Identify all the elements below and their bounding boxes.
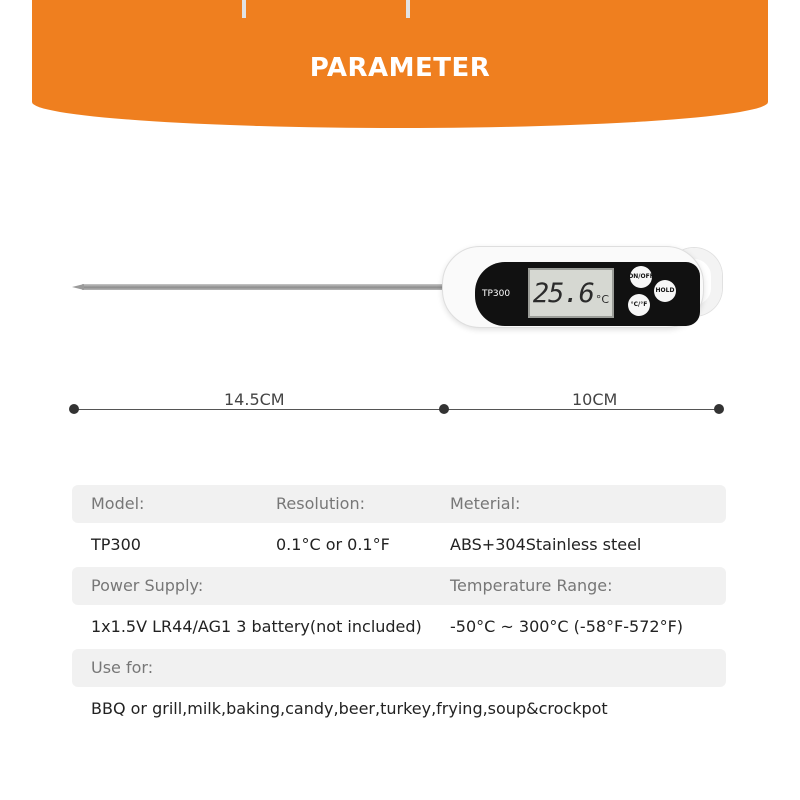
model-mark: TP300 — [482, 289, 511, 299]
model-value: TP300 — [91, 535, 141, 554]
use-for-value: BBQ or grill,milk,baking,candy,beer,turkey,frying,soup&crockpot — [91, 699, 608, 718]
stand-rod-left — [242, 0, 246, 18]
probe-tip — [72, 284, 84, 290]
material-value: ABS+304Stainless steel — [450, 535, 642, 554]
material-label: Meterial: — [450, 494, 521, 513]
header-banner — [32, 0, 768, 128]
spec-value-row — [72, 526, 726, 564]
probe-length-label: 14.5CM — [224, 390, 285, 409]
power-supply-value: 1x1.5V LR44/AG1 3 battery(not included) — [91, 617, 422, 636]
dimension-line — [74, 409, 720, 410]
dimension-dot-end — [714, 404, 724, 414]
lcd-unit: °C — [595, 292, 610, 306]
stand-rod-right — [406, 0, 410, 18]
unit-toggle-button: °C/°F — [628, 294, 650, 316]
body-length-label: 10CM — [572, 390, 618, 409]
model-label: Model: — [91, 494, 145, 513]
page-title: PARAMETER — [309, 53, 491, 83]
lcd-reading: 25.6 — [532, 277, 594, 309]
spec-label-row — [72, 567, 726, 605]
spec-label-row — [72, 649, 726, 687]
dimension-dot-start — [69, 404, 79, 414]
use-for-label: Use for: — [91, 658, 154, 677]
lcd-display — [528, 268, 614, 318]
power-supply-label: Power Supply: — [91, 576, 204, 595]
hold-button: HOLD — [654, 280, 676, 302]
thermometer-image — [70, 244, 730, 330]
dimension-dot-middle — [439, 404, 449, 414]
temperature-range-value: -50°C ~ 300°C (-58°F-572°F) — [450, 617, 684, 636]
spec-label-row — [72, 485, 726, 523]
resolution-label: Resolution: — [276, 494, 365, 513]
power-button: ON/OFF — [630, 266, 652, 288]
spec-value-row — [72, 690, 726, 728]
temperature-range-label: Temperature Range: — [450, 576, 613, 595]
resolution-value: 0.1°C or 0.1°F — [276, 535, 390, 554]
spec-value-row — [72, 608, 726, 646]
